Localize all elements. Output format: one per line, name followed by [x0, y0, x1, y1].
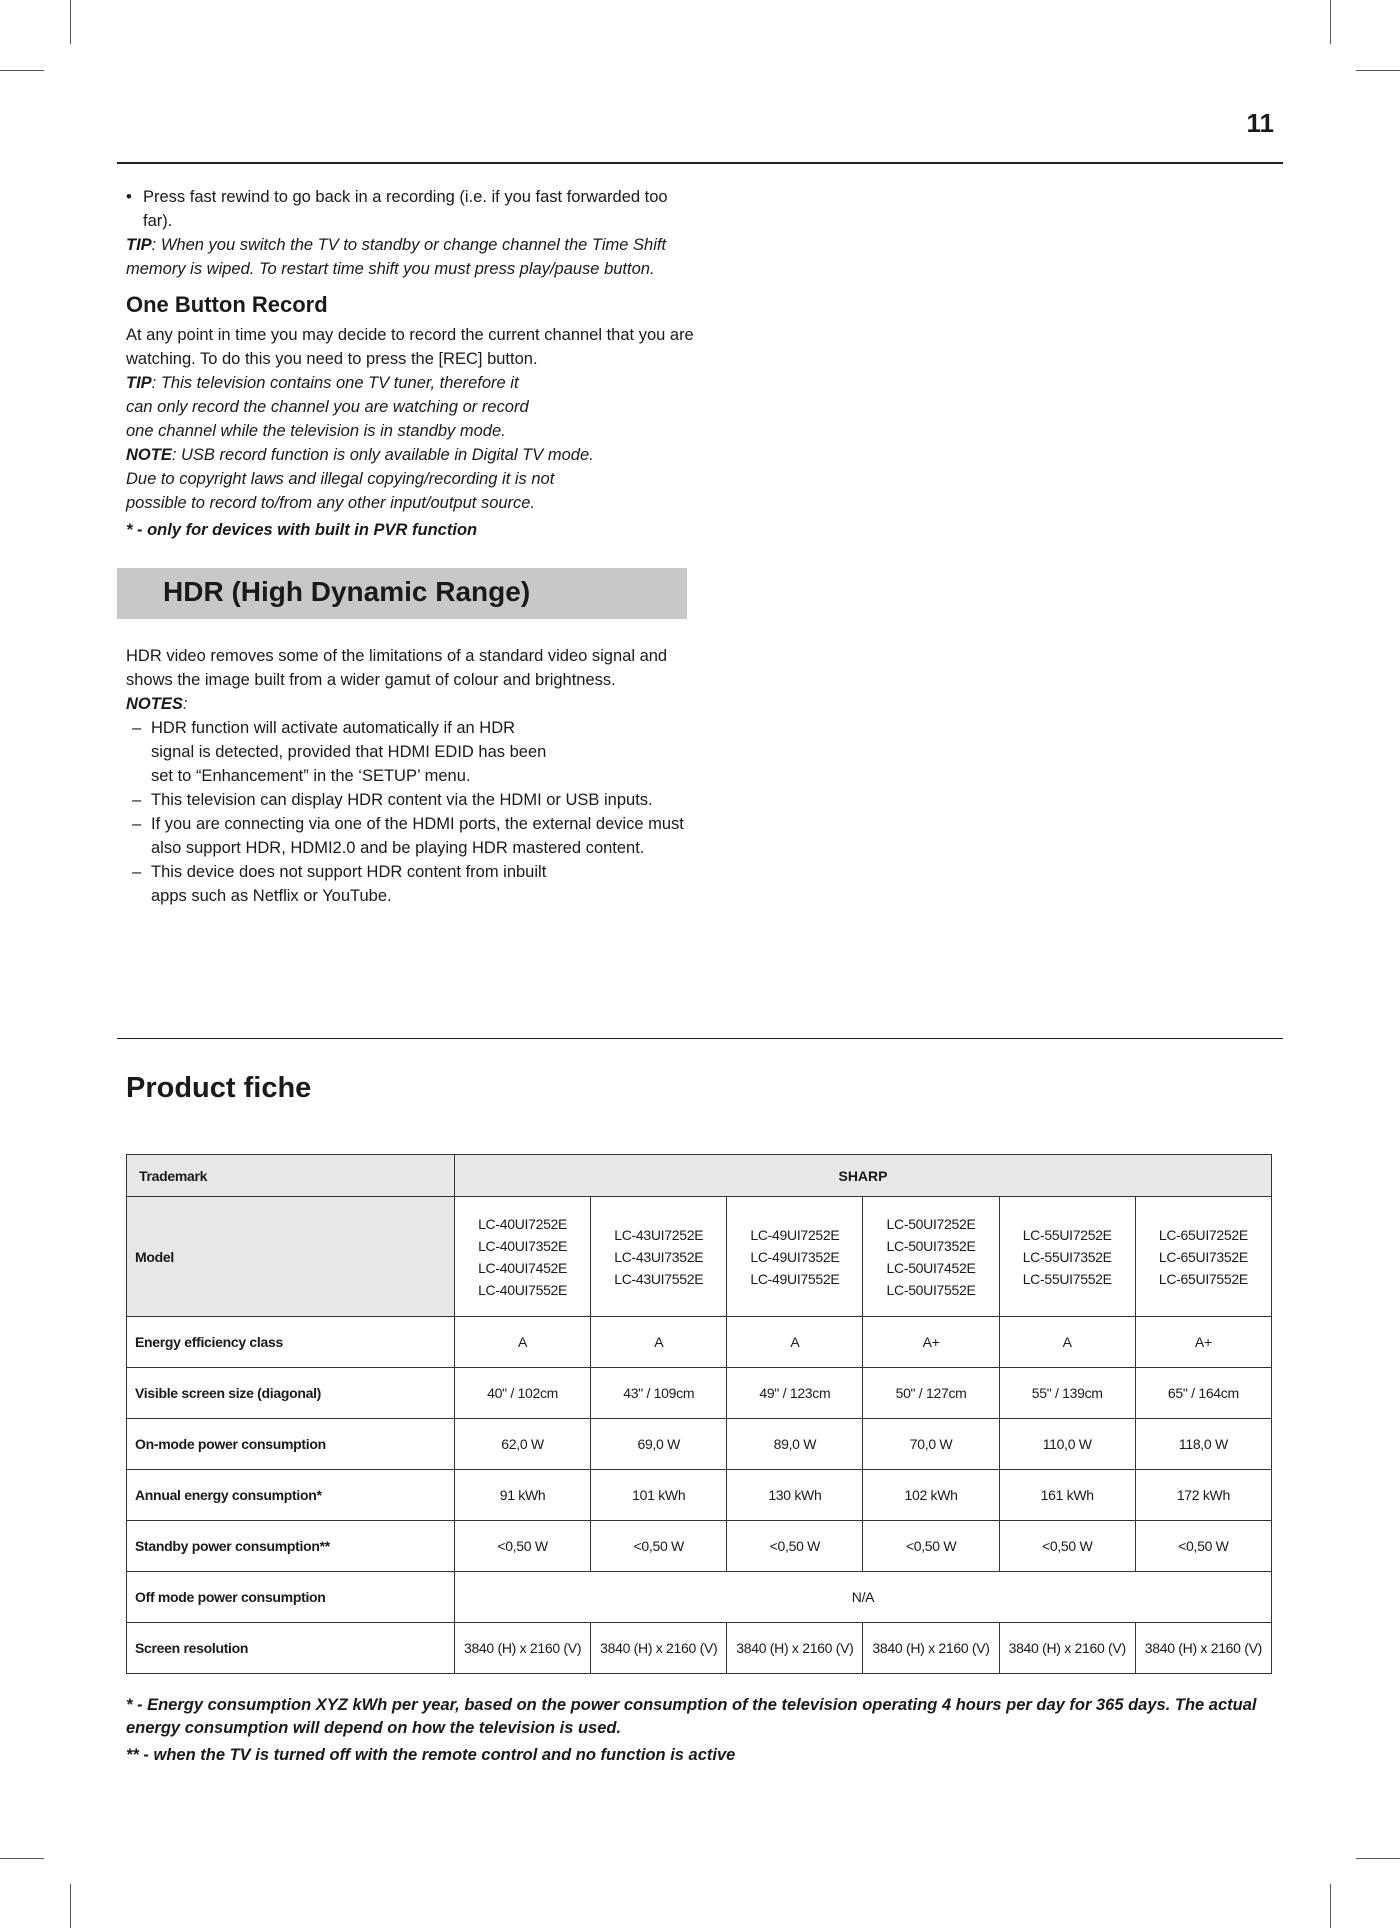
- model-code: LC-49UI7252E: [750, 1226, 840, 1243]
- model-code: LC-55UI7252E: [1022, 1226, 1112, 1243]
- model-code: LC-40UI7352E: [478, 1237, 568, 1254]
- hdr-section: [126, 644, 701, 908]
- trademark-row: [127, 1155, 1272, 1197]
- table-cell: 110,0 W: [999, 1419, 1135, 1470]
- table-cell: 50" / 127cm: [863, 1368, 999, 1419]
- model-code: LC-55UI7352E: [1022, 1248, 1112, 1265]
- model-cell: [455, 1197, 591, 1317]
- table-cell: 69,0 W: [591, 1419, 727, 1470]
- table-cell: <0,50 W: [727, 1521, 863, 1572]
- table-cell: 130 kWh: [727, 1470, 863, 1521]
- tip-text: : When you switch the TV to standby or change channel the Time Shift memory is wiped. To restart time shift you must press play/pause button.: [126, 236, 667, 278]
- table-cell: 161 kWh: [999, 1470, 1135, 1521]
- model-code: LC-50UI7552E: [886, 1281, 976, 1298]
- tip-label: TIP: [126, 236, 152, 254]
- note-label: NOTE: [126, 446, 172, 464]
- row-label: Standby power consumption**: [127, 1521, 455, 1572]
- table-cell: 118,0 W: [1135, 1419, 1271, 1470]
- model-code: LC-50UI7352E: [886, 1237, 976, 1254]
- crop-mark: [70, 1884, 71, 1928]
- timeshift-bullet: • Press fast rewind to go back in a recording (i.e. if you fast forwarded too far).: [126, 185, 696, 233]
- row-label: Energy efficiency class: [127, 1317, 455, 1368]
- section-rule: [117, 1038, 1283, 1039]
- page-number: 11: [1246, 108, 1274, 138]
- model-code: LC-65UI7252E: [1158, 1226, 1248, 1243]
- trademark-label: Trademark: [127, 1155, 455, 1197]
- model-code: LC-50UI7252E: [886, 1215, 976, 1232]
- table-cell: 172 kWh: [1135, 1470, 1271, 1521]
- table-cell: <0,50 W: [591, 1521, 727, 1572]
- table-cell: 89,0 W: [727, 1419, 863, 1470]
- hdr-note-item: – This television can display HDR content via the HDMI or USB inputs.: [126, 788, 701, 812]
- table-cell: A: [591, 1317, 727, 1368]
- table-cell: 91 kWh: [455, 1470, 591, 1521]
- one-button-record-heading: One Button Record: [126, 292, 328, 317]
- table-cell: A: [455, 1317, 591, 1368]
- hdr-note-item: – If you are connecting via one of the HDMI ports, the external device must also support HDR, HDMI2.0 and be playing HDR mastered content.: [126, 812, 701, 860]
- row-label: Visible screen size (diagonal): [127, 1368, 455, 1419]
- table-cell: 40" / 102cm: [455, 1368, 591, 1419]
- hdr-heading-bar: [117, 568, 687, 619]
- table-cell: A+: [863, 1317, 999, 1368]
- table-cell: A: [999, 1317, 1135, 1368]
- header-rule: [117, 162, 1283, 164]
- table-cell: <0,50 W: [1135, 1521, 1271, 1572]
- model-cell: [999, 1197, 1135, 1317]
- model-code: LC-40UI7252E: [478, 1215, 568, 1232]
- model-code: LC-49UI7352E: [750, 1248, 840, 1265]
- model-cell: [727, 1197, 863, 1317]
- energy-class-row: [127, 1317, 1272, 1368]
- model-label: Model: [127, 1197, 455, 1317]
- table-cell: 55" / 139cm: [999, 1368, 1135, 1419]
- model-code: LC-43UI7252E: [614, 1226, 704, 1243]
- table-cell: 65" / 164cm: [1135, 1368, 1271, 1419]
- hdr-note-item: – HDR function will activate automatically if an HDR signal is detected, provided that HDMI EDID has been set to “Enhancement” in the ‘SETUP’ menu.: [126, 716, 556, 788]
- row-label: Screen resolution: [127, 1623, 455, 1674]
- table-cell: A: [727, 1317, 863, 1368]
- product-fiche-title: Product fiche: [126, 1072, 312, 1104]
- table-cell: 102 kWh: [863, 1470, 999, 1521]
- table-cell: 3840 (H) x 2160 (V): [863, 1623, 999, 1674]
- model-code: LC-50UI7452E: [886, 1259, 976, 1276]
- crop-mark: [0, 1858, 44, 1859]
- trademark-value: SHARP: [455, 1155, 1272, 1197]
- record-tip: [126, 371, 536, 443]
- model-code: LC-49UI7552E: [750, 1270, 840, 1287]
- crop-mark: [1356, 1858, 1400, 1859]
- timeshift-tip: [126, 233, 696, 281]
- model-cell: [863, 1197, 999, 1317]
- table-cell: 101 kWh: [591, 1470, 727, 1521]
- one-button-record-body: At any point in time you may decide to record the current channel that you are watching. To do this you need to press the [REC] button.: [126, 326, 694, 368]
- model-code: LC-55UI7552E: [1022, 1270, 1112, 1287]
- model-cell: [1135, 1197, 1271, 1317]
- row-label: On-mode power consumption: [127, 1419, 455, 1470]
- table-cell: 49" / 123cm: [727, 1368, 863, 1419]
- standby-footnote: ** - when the TV is turned off with the remote control and no function is active: [126, 1746, 736, 1764]
- model-code: LC-40UI7452E: [478, 1259, 568, 1276]
- screen-size-row: [127, 1368, 1272, 1419]
- table-cell: N/A: [455, 1572, 1272, 1623]
- timeshift-section: [126, 185, 696, 542]
- tip-label: TIP: [126, 374, 152, 392]
- hdr-intro: HDR video removes some of the limitations of a standard video signal and shows the image built from a wider gamut of colour and brightness.: [126, 647, 668, 689]
- crop-mark: [1330, 0, 1331, 44]
- off-mode-power-row: [127, 1572, 1272, 1623]
- table-cell: 3840 (H) x 2160 (V): [1135, 1623, 1271, 1674]
- table-cell: 3840 (H) x 2160 (V): [999, 1623, 1135, 1674]
- crop-mark: [70, 0, 71, 44]
- table-cell: 70,0 W: [863, 1419, 999, 1470]
- tip-text: : This television contains one TV tuner, therefore it can only record the channel you are watching or record one channel while the television is in standby mode.: [126, 374, 529, 440]
- model-code: LC-65UI7352E: [1158, 1248, 1248, 1265]
- notes-colon: :: [182, 695, 188, 713]
- table-cell: 3840 (H) x 2160 (V): [591, 1623, 727, 1674]
- model-cell: [591, 1197, 727, 1317]
- crop-mark: [1356, 70, 1400, 71]
- pvr-note: * - only for devices with built in PVR function: [126, 521, 478, 539]
- notes-label: NOTES: [126, 695, 183, 713]
- model-code: LC-40UI7552E: [478, 1281, 568, 1298]
- crop-mark: [1330, 1884, 1331, 1928]
- record-note: [126, 443, 596, 515]
- note-text: : USB record function is only available in Digital TV mode. Due to copyright laws and illegal copying/recording it is not possible to record to/from any other input/output source.: [126, 446, 594, 512]
- hdr-note-item: – This device does not support HDR content from inbuilt apps such as Netflix or YouTube.: [126, 860, 556, 908]
- model-code: LC-43UI7552E: [614, 1270, 704, 1287]
- energy-footnote: * - Energy consumption XYZ kWh per year, based on the power consumption of the television operating 4 hours per day for 365 days. The actual energy consumption will depend on how the television is used.: [126, 1696, 1257, 1737]
- on-mode-power-row: [127, 1419, 1272, 1470]
- screen-resolution-row: [127, 1623, 1272, 1674]
- table-cell: A+: [1135, 1317, 1271, 1368]
- table-cell: <0,50 W: [999, 1521, 1135, 1572]
- model-code: LC-65UI7552E: [1158, 1270, 1248, 1287]
- model-code: LC-43UI7352E: [614, 1248, 704, 1265]
- crop-mark: [0, 70, 44, 71]
- table-cell: 3840 (H) x 2160 (V): [727, 1623, 863, 1674]
- hdr-heading: HDR (High Dynamic Range): [163, 576, 531, 607]
- product-fiche-table: [126, 1154, 1272, 1674]
- table-cell: <0,50 W: [455, 1521, 591, 1572]
- table-cell: 43" / 109cm: [591, 1368, 727, 1419]
- row-label: Off mode power consumption: [127, 1572, 455, 1623]
- row-label: Annual energy consumption*: [127, 1470, 455, 1521]
- standby-power-row: [127, 1521, 1272, 1572]
- table-cell: 62,0 W: [455, 1419, 591, 1470]
- hdr-notes-label: [126, 692, 701, 716]
- annual-energy-row: [127, 1470, 1272, 1521]
- table-cell: 3840 (H) x 2160 (V): [455, 1623, 591, 1674]
- model-row: [127, 1197, 1272, 1317]
- table-cell: <0,50 W: [863, 1521, 999, 1572]
